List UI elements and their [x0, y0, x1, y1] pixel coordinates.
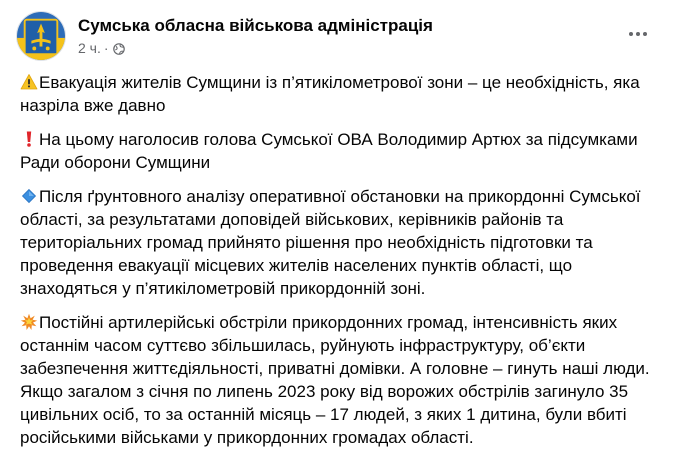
collision-emoji-icon: [20, 313, 38, 331]
paragraph-text: На цьому наголосив голова Сумської ОВА Володимир Артюх за підсумками Ради оборони Сумщини: [20, 130, 638, 172]
more-dots-icon: [629, 32, 647, 36]
paragraph-text: Після ґрунтовного аналізу оперативної обстановки на прикордонні Сумської області, за результатами доповідей військових, керівників районів та територіальних громад прийнято рішення про необхідність підготовки та проведення евакуації місцевих жителів населених пунктів області, що знаходяться у п’ятикілометровій прикордонній зоні.: [20, 187, 641, 298]
globe-icon[interactable]: [113, 42, 125, 54]
page-name[interactable]: Сумська обласна військова адміністрація: [78, 16, 433, 35]
paragraph-text: Евакуація жителів Сумщини із п’ятикілометрової зони – це необхідність, яка назріла вже давно: [20, 73, 640, 115]
blue-diamond-emoji-icon: [20, 187, 38, 205]
post-paragraph: [20, 185, 670, 300]
more-options-button[interactable]: [620, 20, 656, 48]
paragraph-text: Постійні артилерійські обстріли прикордонних громад, інтенсивність яких останнім часом суттєво збільшилась, руйнують інфраструктуру, об’єкти забезпечення життєдіяльності, приватні домівки. А головне – гинуть наші люди. Якщо загалом з січня по липень 2023 року від ворожих обстрілів загинуло 35 цивільних осіб, то за останній місяць – 17 людей, з яких 1 дитина, були вбиті російськими військами у прикордонних громадах області.: [20, 313, 650, 447]
post-body: [20, 71, 670, 460]
post-paragraph: [20, 71, 670, 117]
exclamation-emoji-icon: [20, 130, 38, 148]
meta-separator: ·: [103, 40, 109, 56]
coat-of-arms-icon: [17, 12, 65, 60]
post-timestamp[interactable]: 2 ч.: [78, 40, 101, 56]
post-paragraph: [20, 311, 670, 449]
page-avatar[interactable]: [16, 11, 66, 61]
post-meta: [78, 40, 125, 56]
post-paragraph: [20, 128, 670, 174]
warning-emoji-icon: [20, 73, 38, 91]
